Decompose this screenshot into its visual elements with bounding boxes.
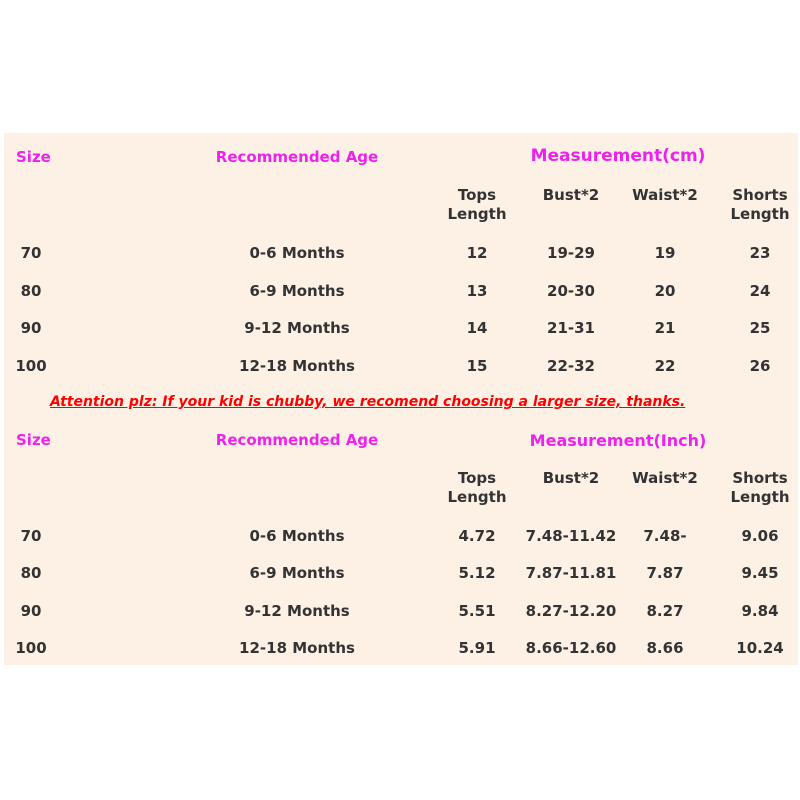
- cell-tops: 13: [466, 282, 488, 300]
- attention-note: Attention plz: If your kid is chubby, we recomend choosing a larger size, thanks.: [50, 394, 686, 410]
- cell-tops: 5.91: [458, 639, 496, 657]
- cell-shorts: 9.84: [741, 602, 779, 620]
- header-measurement: Measurement(Inch): [529, 431, 707, 450]
- cell-age: 9-12 Months: [244, 319, 350, 337]
- cell-waist: 19: [654, 244, 676, 262]
- header-recommended-age: Recommended Age: [215, 148, 379, 166]
- cell-size: 80: [20, 282, 42, 300]
- cell-size: 80: [20, 564, 42, 582]
- header-bust: Bust*2: [542, 469, 600, 487]
- cell-bust: 20-30: [547, 282, 595, 300]
- cell-age: 0-6 Months: [249, 527, 345, 545]
- cell-size: 70: [20, 527, 42, 545]
- header-tops-length: [448, 186, 507, 224]
- cell-tops: 5.12: [458, 564, 496, 582]
- cell-size: 100: [15, 639, 47, 657]
- header-waist: Waist*2: [632, 186, 698, 204]
- header-tops-length: [448, 469, 507, 507]
- header-size: Size: [16, 148, 51, 166]
- cell-waist: 20: [654, 282, 676, 300]
- cell-shorts: 26: [749, 357, 771, 375]
- cell-size: 70: [20, 244, 42, 262]
- cell-waist: 22: [654, 357, 676, 375]
- cell-bust: 8.66-12.60: [525, 639, 617, 657]
- header-tops-line1: Tops: [457, 186, 497, 204]
- header-shorts-length: [731, 186, 790, 224]
- header-shorts-line1: Shorts: [732, 469, 788, 487]
- header-tops-line2: Length: [447, 205, 507, 223]
- header-measurement: Measurement(cm): [530, 146, 706, 166]
- cell-shorts: 25: [749, 319, 771, 337]
- cell-waist: 7.48-: [643, 527, 687, 545]
- cell-tops: 5.51: [458, 602, 496, 620]
- header-shorts-line2: Length: [730, 488, 790, 506]
- cell-size: 100: [15, 357, 47, 375]
- cell-age: 12-18 Months: [239, 639, 355, 657]
- cell-tops: 15: [466, 357, 488, 375]
- cell-age: 12-18 Months: [239, 357, 355, 375]
- header-waist: Waist*2: [632, 469, 698, 487]
- cell-bust: 7.87-11.81: [525, 564, 617, 582]
- cell-bust: 8.27-12.20: [525, 602, 617, 620]
- cell-age: 9-12 Months: [244, 602, 350, 620]
- header-bust: Bust*2: [542, 186, 600, 204]
- cell-bust: 21-31: [547, 319, 595, 337]
- cell-bust: 7.48-11.42: [525, 527, 617, 545]
- cell-tops: 12: [466, 244, 488, 262]
- header-tops-line2: Length: [447, 488, 507, 506]
- cell-shorts: 10.24: [736, 639, 784, 657]
- cell-age: 0-6 Months: [249, 244, 345, 262]
- header-shorts-line2: Length: [730, 205, 790, 223]
- cell-waist: 8.27: [646, 602, 684, 620]
- header-shorts-length: [731, 469, 790, 507]
- header-size: Size: [16, 431, 51, 449]
- cell-tops: 4.72: [458, 527, 496, 545]
- cell-waist: 7.87: [646, 564, 684, 582]
- header-recommended-age: Recommended Age: [215, 431, 379, 449]
- cell-age: 6-9 Months: [249, 564, 345, 582]
- header-shorts-line1: Shorts: [732, 186, 788, 204]
- cell-waist: 21: [654, 319, 676, 337]
- cell-size: 90: [20, 602, 42, 620]
- cell-shorts: 9.45: [741, 564, 779, 582]
- cell-shorts: 23: [749, 244, 771, 262]
- cell-shorts: 9.06: [741, 527, 779, 545]
- cell-tops: 14: [466, 319, 488, 337]
- cell-bust: 22-32: [547, 357, 595, 375]
- cell-shorts: 24: [749, 282, 771, 300]
- cell-bust: 19-29: [547, 244, 595, 262]
- header-tops-line1: Tops: [457, 469, 497, 487]
- cell-age: 6-9 Months: [249, 282, 345, 300]
- cell-size: 90: [20, 319, 42, 337]
- cell-waist: 8.66: [646, 639, 684, 657]
